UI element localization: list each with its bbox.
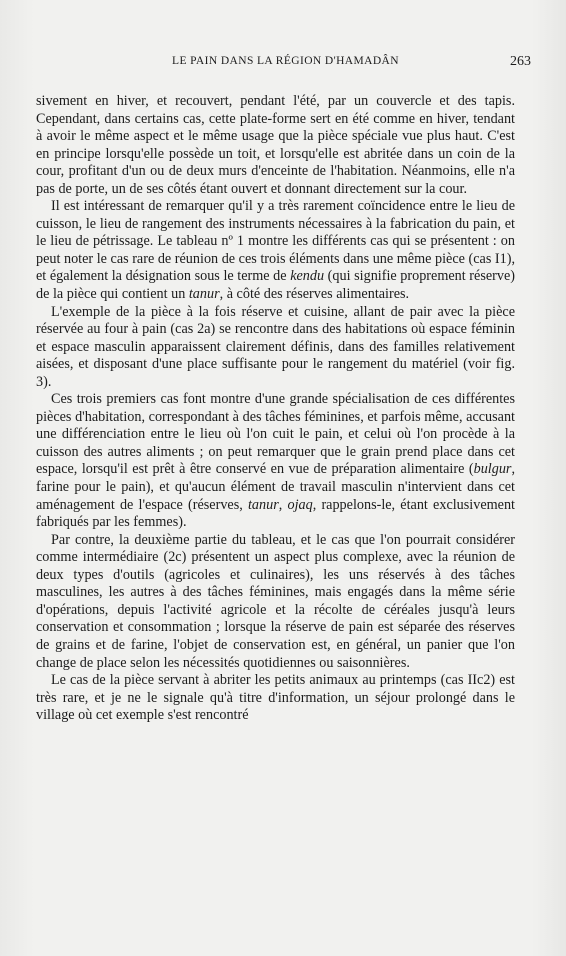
- text-segment: sivement en hiver, et recouvert, pendant l'été, par un couvercle et des tapis. Cependant, dans certains cas, cette plate-forme sert en été comme en hiver, tendant à avoir le même aspect et le même usage que la pièce spéciale vue plus haut. C'est en principe lorsqu'elle possède un toit, et lorsqu'elle est abritée dans un coin de la cour, profitant d'un ou de deux murs d'enceinte de l'habitation. Néanmoins, elle n'a pas de porte, un de ses côtés étant ouvert et donnant directement sur la cour.: [36, 93, 515, 197]
- text-segment: ,: [278, 496, 288, 513]
- paragraph: [36, 304, 515, 392]
- text-segment: L'exemple de la pièce à la fois réserve et cuisine, allant de pair avec la pièce réservée au four à pain (cas 2a) se rencontre dans des habitations où espace féminin et espace masculin apparaissent clairement définis, dans des familles relativement aisées, et disposant d'une place suffisante pour le rangement du matériel (voir fig. 3).: [36, 303, 515, 390]
- italic-term: tanur: [247, 496, 279, 513]
- italic-term: kendu: [290, 268, 325, 285]
- text-segment: Ces trois premiers cas font montre d'une grande spécialisation de ces différentes pièces d'habitation, correspondant à des tâches féminines, et parfois même, accusant une différenciation entre le lieu où l'on cuit le pain, et celui où l'on procède à la cuisson des autres aliments ; on peut remarquer que le grain prend place dans cet espace, lorsqu'il est prêt à être conservé en vue de préparation alimentaire (: [36, 391, 515, 478]
- paragraph: [36, 93, 515, 198]
- paragraph: [36, 391, 515, 531]
- paragraph: [36, 532, 515, 672]
- text-segment: Par contre, la deuxième partie du tableau, et le cas que l'on pourrait considérer comme intermédiaire (2c) présentent un aspect plus complexe, avec la réunion de deux types d'outils (agricoles et culinaires), les uns réservés à des tâches masculines, les autres à des tâches féminines, mais engagés dans la même série d'opérations, depuis l'activité agricole et la récolte de céréales jusqu'à leurs conservation et consommation ; lorsque la réserve de pain est séparée des réserves de grains et de farine, l'objet de conservation est, en général, un panier que l'on change de place selon les nécessités quotidiennes ou saisonnières.: [36, 531, 515, 671]
- page-header: [40, 55, 531, 75]
- body-text: [36, 93, 515, 725]
- page-number: 263: [510, 54, 531, 69]
- text-segment: , rappelons-le, étant exclusivement fabriqués par les femmes).: [36, 496, 515, 531]
- text-segment: (qui signifie proprement réserve) de la pièce qui contient un: [36, 268, 515, 303]
- italic-term: bulgur: [473, 461, 512, 478]
- text-segment: Le cas de la pièce servant à abriter les petits animaux au printemps (cas IIc2) est très rare, et je ne le signale qu'à titre d'information, un séjour prolongé dans le village où cet exemple s'est rencontré: [36, 672, 515, 724]
- text-segment: , à côté des réserves alimentaires.: [219, 286, 410, 303]
- paragraph: [36, 198, 515, 303]
- paragraph: [36, 672, 515, 725]
- running-title: LE PAIN DANS LA RÉGION D'HAMADÂN: [172, 55, 399, 67]
- italic-term: tanur: [188, 286, 220, 303]
- text-segment: , farine pour le pain), et qu'aucun élément de travail masculin n'intervient dans cet aménagement de l'espace (réserves,: [36, 461, 515, 513]
- text-segment: Il est intéressant de remarquer qu'il y a très rarement coïncidence entre le lieu de cuisson, le lieu de rangement des instruments nécessaires à la fabrication du pain, et le lieu de pétrissage. Le tableau nº 1 montre les différents cas qui se présentent : on peut noter le cas rare de réunion de ces trois éléments dans une même pièce (cas I1), et également la désignation sous le terme de: [36, 198, 515, 285]
- italic-term: ojaq: [287, 496, 313, 513]
